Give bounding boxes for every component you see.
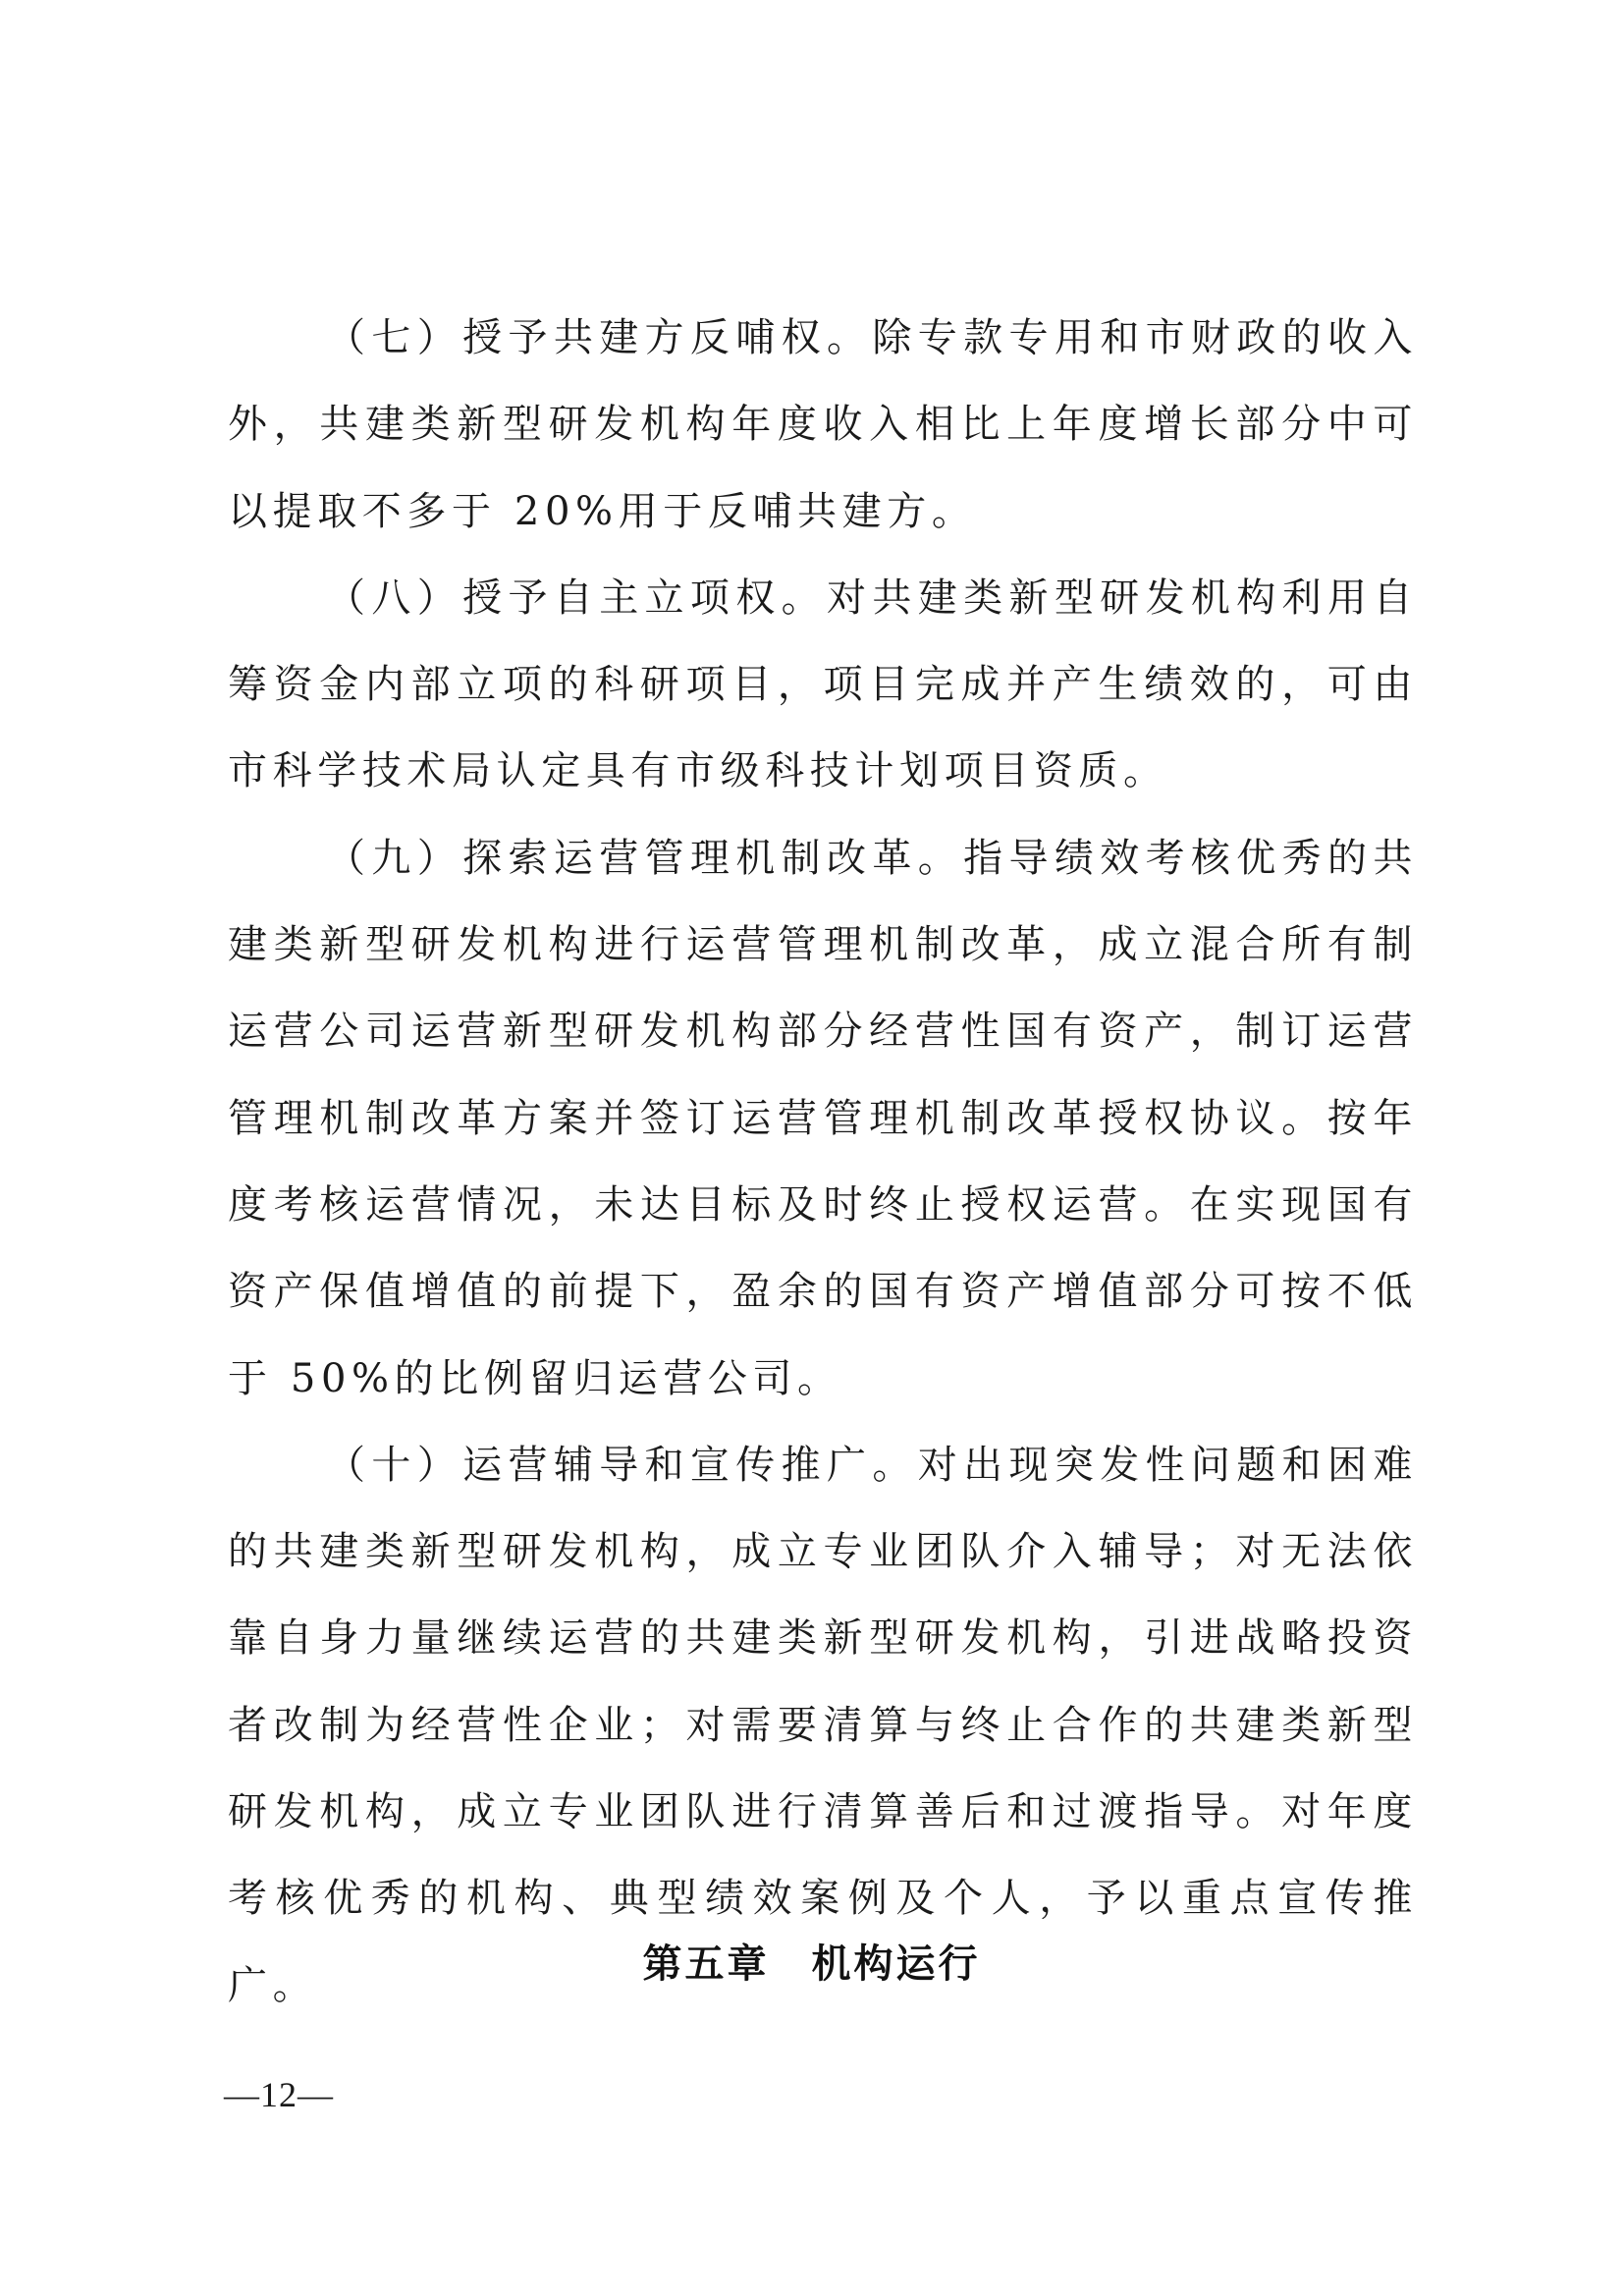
paragraph-eight: （八）授予自主立项权。对共建类新型研发机构利用自筹资金内部立项的科研项目，项目完成并产生绩效的，可由市科学技术局认定具有市级科技计划项目资质。 (228, 574, 1418, 794)
paragraph-nine: （九）探索运营管理机制改革。指导绩效考核优秀的共建类新型研发机构进行运营管理机制改革，成立混合所有制运营公司运营新型研发机构部分经营性国有资产，制订运营管理机制改革方案并签订运营管理机制改革授权协议。按年度考核运营情况，未达目标及时终止授权运营。在实现国有资产保值增值的前提下，盈余的国有资产增值部分可按不低于 50%的比例留归运营公司。 (228, 835, 1418, 1401)
body-text (228, 295, 1418, 2029)
paragraph-seven: （七）授予共建方反哺权。除专款专用和市财政的收入外，共建类新型研发机构年度收入相比上年度增长部分中可以提取不多于 20%用于反哺共建方。 (228, 315, 1418, 534)
page-number: —12— (224, 2075, 334, 2114)
paragraph-ten: （十）运营辅导和宣传推广。对出现突发性问题和困难的共建类新型研发机构，成立专业团队介入辅导；对无法依靠自身力量继续运营的共建类新型研发机构，引进战略投资者改制为经营性企业；对需要清算与终止合作的共建类新型研发机构，成立专业团队进行清算善后和过渡指导。对年度考核优秀的机构、典型绩效案例及个人，予以重点宣传推广。 (228, 1442, 1418, 2008)
chapter-heading: 第五章 机构运行 (642, 1941, 981, 1987)
